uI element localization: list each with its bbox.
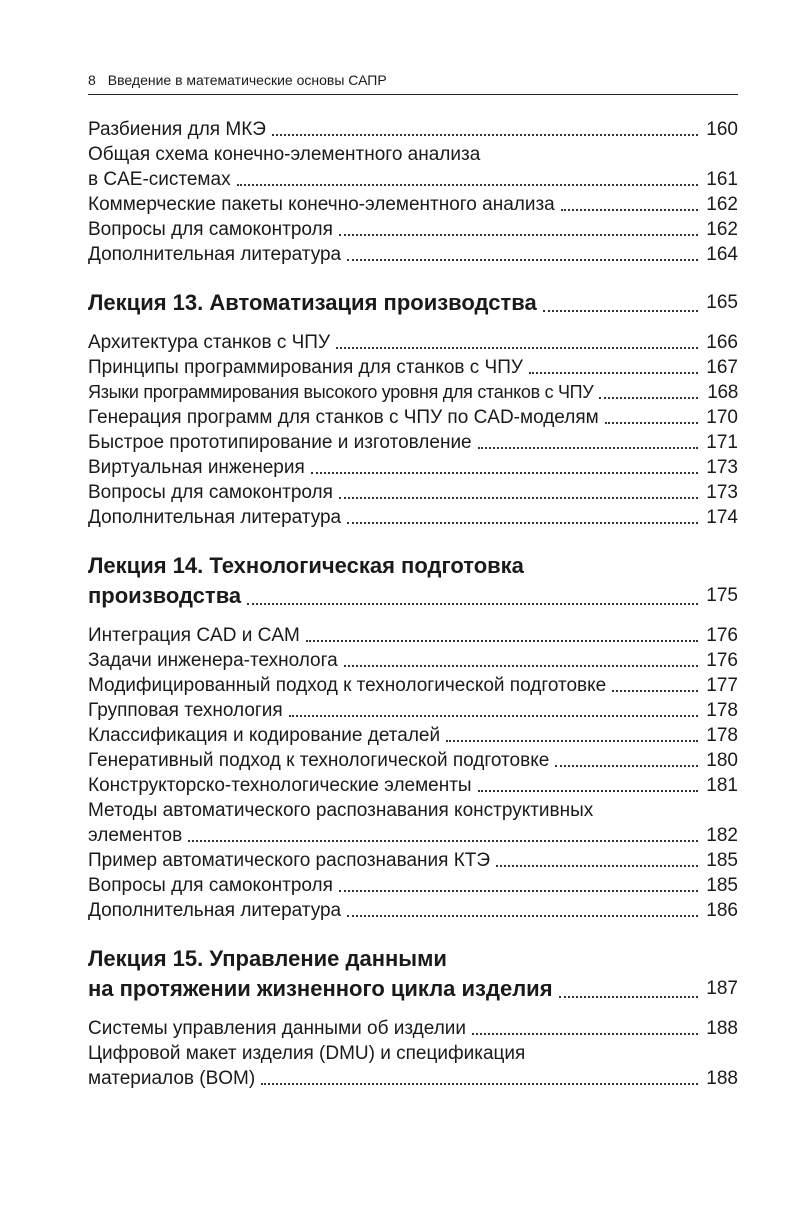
toc-entry-title: Архитектура станков с ЧПУ xyxy=(88,332,331,353)
toc-entry-title: Принципы программирования для станков с ЧПУ xyxy=(88,357,523,378)
dot-leader xyxy=(478,433,698,449)
toc-entry[interactable] xyxy=(88,330,738,355)
dot-leader xyxy=(529,358,698,374)
toc-entry-title: Вопросы для самоконтроля xyxy=(88,482,333,503)
dot-leader xyxy=(339,483,698,499)
dot-leader xyxy=(347,508,698,524)
dot-leader xyxy=(496,851,698,867)
dot-leader xyxy=(188,826,698,842)
toc-entry-title: Дополнительная литература xyxy=(88,900,342,921)
header-rule xyxy=(88,94,738,95)
toc-entry-title: Дополнительная литература xyxy=(88,507,342,528)
toc-entry[interactable] xyxy=(88,1066,738,1091)
toc-entry-title: Дополнительная литература xyxy=(88,244,342,265)
toc-entry[interactable] xyxy=(88,848,738,873)
toc-entry-page: 164 xyxy=(706,244,738,265)
toc-entry[interactable] xyxy=(88,167,738,192)
dot-leader xyxy=(446,726,698,742)
lecture-page: 187 xyxy=(706,978,738,999)
toc-entry-title-line1: Методы автоматического распознавания конструктивных xyxy=(88,800,594,821)
toc-entry[interactable] xyxy=(88,455,738,480)
toc-entry-title: Генерация программ для станков с ЧПУ по CAD-моделям xyxy=(88,407,599,428)
toc-entry[interactable] xyxy=(88,430,738,455)
toc-entry[interactable] xyxy=(88,192,738,217)
toc-entry-title: Быстрое прототипирование и изготовление xyxy=(88,432,472,453)
lecture-title: производства xyxy=(88,583,242,608)
dot-leader xyxy=(272,120,698,136)
toc-entry-page: 173 xyxy=(706,482,738,503)
toc-entry-page: 168 xyxy=(707,382,738,403)
toc-entry[interactable] xyxy=(88,773,738,798)
toc-entry-title-line1: Цифровой макет изделия (DMU) и спецификация xyxy=(88,1043,526,1064)
toc-entry-page: 176 xyxy=(706,650,738,671)
toc-entry-title: Классификация и кодирование деталей xyxy=(88,725,441,746)
toc-entry-page: 162 xyxy=(706,219,738,240)
toc-entry-page: 166 xyxy=(706,332,738,353)
toc-entry[interactable] xyxy=(88,242,738,267)
dot-leader xyxy=(347,245,698,261)
dot-leader xyxy=(336,333,698,349)
toc-entry[interactable] xyxy=(88,873,738,898)
table-of-contents xyxy=(88,117,738,1091)
toc-entry-title: Коммерческие пакеты конечно-элементного анализа xyxy=(88,194,555,215)
toc-entry[interactable] xyxy=(88,380,738,405)
toc-entry[interactable] xyxy=(88,698,738,723)
toc-entry-title: материалов (BOM) xyxy=(88,1068,256,1089)
toc-entry[interactable] xyxy=(88,673,738,698)
toc-entry[interactable] xyxy=(88,505,738,530)
dot-leader xyxy=(237,170,698,186)
toc-entry-page: 186 xyxy=(706,900,738,921)
dot-leader xyxy=(478,776,698,792)
toc-entry-page: 167 xyxy=(706,357,738,378)
toc-entry-page: 182 xyxy=(706,825,738,846)
toc-entry[interactable] xyxy=(88,217,738,242)
dot-leader xyxy=(311,458,698,474)
toc-entry-title: Конструкторско-технологические элементы xyxy=(88,775,472,796)
lecture-page: 165 xyxy=(706,292,738,313)
dot-leader xyxy=(559,982,698,998)
toc-entry-title: Пример автоматического распознавания КТЭ xyxy=(88,850,491,871)
toc-entry-page: 185 xyxy=(706,850,738,871)
toc-entry-title: Языки программирования высокого уровня для станков с ЧПУ xyxy=(88,382,594,402)
toc-entry-title: Виртуальная инженерия xyxy=(88,457,305,478)
toc-entry-title: Интеграция CAD и CAM xyxy=(88,625,300,646)
toc-entry-page: 171 xyxy=(706,432,738,453)
toc-entry[interactable] xyxy=(88,748,738,773)
toc-entry[interactable] xyxy=(88,480,738,505)
toc-entry-page: 160 xyxy=(706,119,738,140)
toc-entry-page: 178 xyxy=(706,725,738,746)
book-title: Введение в математические основы САПР xyxy=(107,72,387,88)
toc-entry-title: Генеративный подход к технологической подготовке xyxy=(88,750,550,771)
dot-leader xyxy=(543,296,698,312)
dot-leader xyxy=(339,220,698,236)
toc-entry[interactable] xyxy=(88,117,738,142)
dot-leader xyxy=(306,626,698,642)
toc-entry[interactable] xyxy=(88,623,738,648)
toc-entry[interactable] xyxy=(88,823,738,848)
toc-entry-title: Групповая технология xyxy=(88,700,283,721)
dot-leader xyxy=(561,195,698,211)
toc-entry-page: 177 xyxy=(706,675,738,696)
toc-entry-page: 170 xyxy=(706,407,738,428)
toc-entry-title: Задачи инженера-технолога xyxy=(88,650,338,671)
toc-entry-page: 173 xyxy=(706,457,738,478)
lecture-13-heading[interactable] xyxy=(88,288,738,318)
dot-leader xyxy=(247,589,698,605)
lecture-15-heading[interactable] xyxy=(88,974,738,1004)
dot-leader xyxy=(339,876,698,892)
toc-entry[interactable] xyxy=(88,723,738,748)
toc-entry[interactable] xyxy=(88,405,738,430)
toc-entry-page: 174 xyxy=(706,507,738,528)
dot-leader xyxy=(555,751,698,767)
toc-entry-title: Вопросы для самоконтроля xyxy=(88,875,333,896)
toc-entry[interactable] xyxy=(88,355,738,380)
toc-entry-page: 188 xyxy=(706,1068,738,1089)
page-number: 8 xyxy=(88,72,96,88)
lecture-14-heading[interactable] xyxy=(88,581,738,611)
lecture-title: на протяжении жизненного цикла изделия xyxy=(88,976,553,1001)
toc-entry-title: Системы управления данными об изделии xyxy=(88,1018,467,1039)
toc-entry-page: 162 xyxy=(706,194,738,215)
dot-leader xyxy=(289,701,698,717)
lecture-title: Лекция 13. Автоматизация производства xyxy=(88,290,537,315)
running-head xyxy=(88,70,738,90)
dot-leader xyxy=(599,383,698,399)
toc-entry-page: 178 xyxy=(706,700,738,721)
toc-entry[interactable] xyxy=(88,898,738,923)
toc-entry-page: 181 xyxy=(706,775,738,796)
toc-entry[interactable] xyxy=(88,648,738,673)
toc-entry-title: элементов xyxy=(88,825,183,846)
dot-leader xyxy=(344,651,698,667)
toc-entry-title: Вопросы для самоконтроля xyxy=(88,219,333,240)
toc-entry-title: в CAE-системах xyxy=(88,169,231,190)
dot-leader xyxy=(472,1019,698,1035)
toc-entry-page: 188 xyxy=(706,1018,738,1039)
toc-entry-page: 185 xyxy=(706,875,738,896)
toc-entry-page: 161 xyxy=(706,169,738,190)
toc-entry-page: 176 xyxy=(706,625,738,646)
dot-leader xyxy=(347,901,698,917)
lecture-15-title-line1: Лекция 15. Управление данными xyxy=(88,946,447,971)
toc-entry[interactable] xyxy=(88,1016,738,1041)
toc-entry-title: Модифицированный подход к технологической подготовке xyxy=(88,675,607,696)
dot-leader xyxy=(612,676,698,692)
toc-entry-title-line1: Общая схема конечно-элементного анализа xyxy=(88,144,481,165)
lecture-14-title-line1: Лекция 14. Технологическая подготовка xyxy=(88,553,524,578)
toc-entry-page: 180 xyxy=(706,750,738,771)
dot-leader xyxy=(261,1069,698,1085)
dot-leader xyxy=(605,408,698,424)
lecture-page: 175 xyxy=(706,585,738,606)
toc-entry-title: Разбиения для МКЭ xyxy=(88,119,266,140)
